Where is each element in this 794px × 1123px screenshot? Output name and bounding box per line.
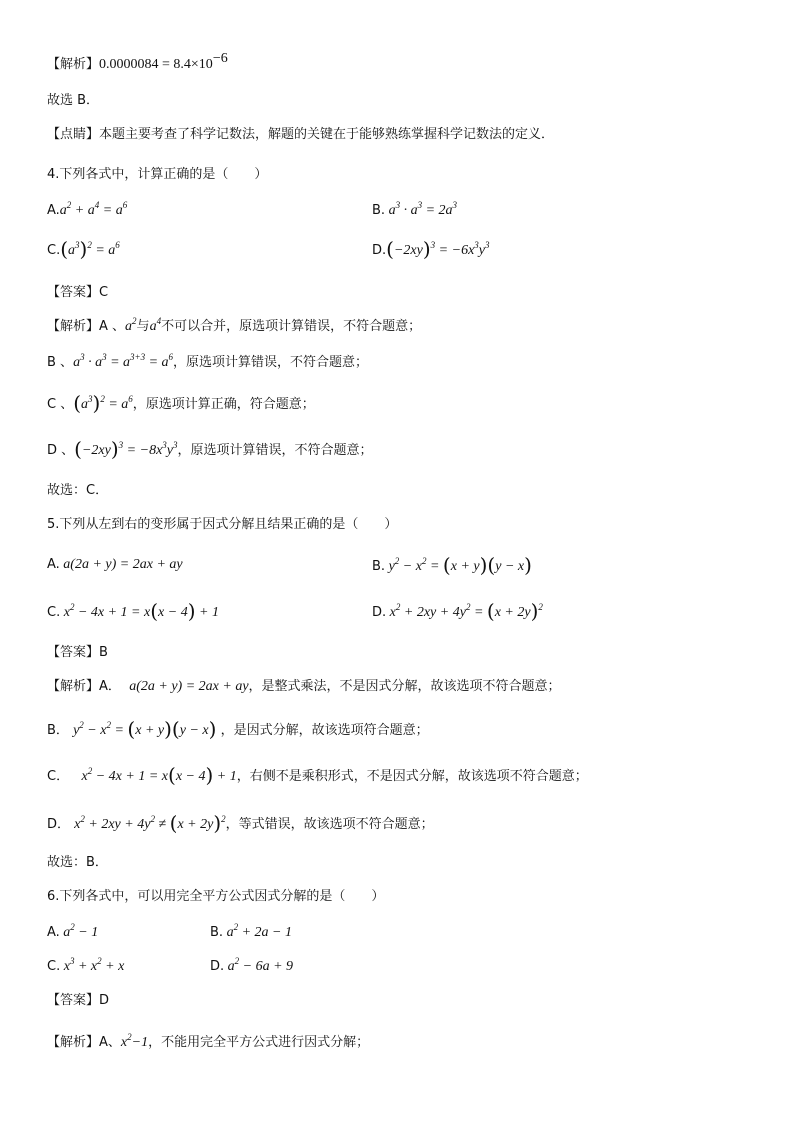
q6-option-b [210, 924, 292, 942]
comment-text: 本题主要考查了科学记数法，解题的关键在于能够熟练掌握科学记数法的定义． [99, 127, 555, 142]
option-letter: B. [210, 925, 224, 940]
analysis-label: 【解析】 [47, 57, 100, 72]
q5-stem: 5.下列从左到右的变形属于因式分解且结果正确的是（ ） [47, 517, 398, 532]
option-letter: C. [47, 243, 61, 258]
q5-option-b [372, 553, 532, 577]
option-formula: $a^2 - 1$ [59, 922, 99, 940]
q4-choose: 故选：C． [47, 483, 109, 498]
q5-analysis-a: 【解析】A． a(2a + y) = 2ax + ay，是整式乘法，不是因式分解，故该选项不符合题意； [47, 679, 561, 694]
analysis-label: 【解析】 [47, 679, 100, 694]
q6-option-d [210, 958, 293, 976]
q3-comment-line [47, 126, 554, 144]
analysis-label: 【解析】 [47, 1035, 100, 1050]
q5-analysis-d: D． $x^2 + 2xy + 4y^2 \ne (x + 2y)^2$，等式错误，故该选项不符合题意； [47, 811, 434, 835]
q6-option-a [47, 924, 98, 942]
option-formula: $x^2 + 2xy + 4y^2 = (x + 2y)^2$ [386, 599, 543, 623]
q4-analysis-a: 【解析】A 、$a^2$与$a^4$不可以合并，原选项计算错误，不符合题意； [47, 316, 422, 334]
option-letter: C. [47, 605, 61, 620]
q4-option-d [372, 237, 490, 261]
q5-analysis-b: B． $y^2 - x^2 = (x + y)(y - x)$ ，是因式分解，故该选项符合题意； [47, 717, 429, 741]
option-formula: a(2a + y) = 2ax + ay [59, 557, 183, 572]
q6-answer: 【答案】D [47, 993, 110, 1008]
option-formula: $(a^3)^2 = a^6$ [60, 237, 120, 261]
q4-option-b [372, 202, 457, 220]
q5-analysis-c: C． $x^2 - 4x + 1 = x(x - 4) + 1$，右侧不是乘积形式，不是因式分解，故该选项不符合题意； [47, 763, 588, 787]
q3-choose-line: 故选 B． [47, 93, 100, 108]
analysis-label: 【解析】 [47, 319, 100, 334]
q4-analysis-c: C 、$(a^3)^2 = a^6$，原选项计算正确，符合题意； [47, 391, 315, 415]
q6-analysis-a: 【解析】A、$x^2-1$，不能用完全平方公式进行因式分解； [47, 1032, 370, 1050]
option-letter: C. [47, 959, 61, 974]
option-formula: $a^2 + a^4 = a^6$ [59, 200, 128, 218]
q4-option-c [47, 237, 120, 261]
q6-option-c [47, 958, 124, 976]
q6-stem: 6.下列各式中，可以用完全平方公式因式分解的是（ ） [47, 889, 385, 904]
q4-answer: 【答案】C [47, 285, 109, 300]
q4-analysis-d: D 、$(-2xy)^3 = -8x^3y^3$，原选项计算错误，不符合题意； [47, 437, 373, 461]
q4-stem: 4.下列各式中，计算正确的是（ ） [47, 167, 268, 182]
option-letter: A. [47, 925, 60, 940]
option-letter: B. [372, 203, 386, 218]
exponent: −6 [212, 51, 228, 66]
q5-answer: 【答案】B [47, 645, 108, 660]
option-formula: $a^2 - 6a + 9$ [224, 956, 294, 974]
option-letter: A. [47, 203, 60, 218]
q5-option-d [372, 599, 543, 623]
comment-label: 【点睛】 [47, 127, 100, 142]
option-letter: B. [372, 559, 386, 574]
option-formula: $x^3 + x^2 + x$ [60, 956, 125, 974]
option-formula: $y^2 - x^2 = (x + y)(y - x)$ [385, 553, 532, 577]
option-formula: $a^2 + 2a - 1$ [223, 922, 292, 940]
option-formula: $(-2xy)^3 = -6x^3y^3$ [386, 237, 490, 261]
option-formula: $x^2 - 4x + 1 = x(x - 4) + 1$ [60, 599, 219, 623]
q4-analysis-b: B 、$a^3 \cdot a^3 = a^{3+3} = a^6$，原选项计算错误，不符合题意； [47, 352, 369, 370]
option-letter: D. [372, 605, 387, 620]
option-letter: D. [372, 243, 387, 258]
q4-option-a [47, 202, 127, 220]
q5-option-a [47, 556, 183, 574]
option-formula: $a^3 \cdot a^3 = 2a^3$ [385, 200, 458, 218]
q3-analysis-line [47, 51, 228, 74]
option-letter: A. [47, 557, 60, 572]
q5-option-c [47, 599, 219, 623]
option-letter: D. [210, 959, 225, 974]
q5-choose: 故选：B． [47, 855, 108, 870]
analysis-expression: 0.0000084 = 8.4×10 [99, 57, 213, 72]
